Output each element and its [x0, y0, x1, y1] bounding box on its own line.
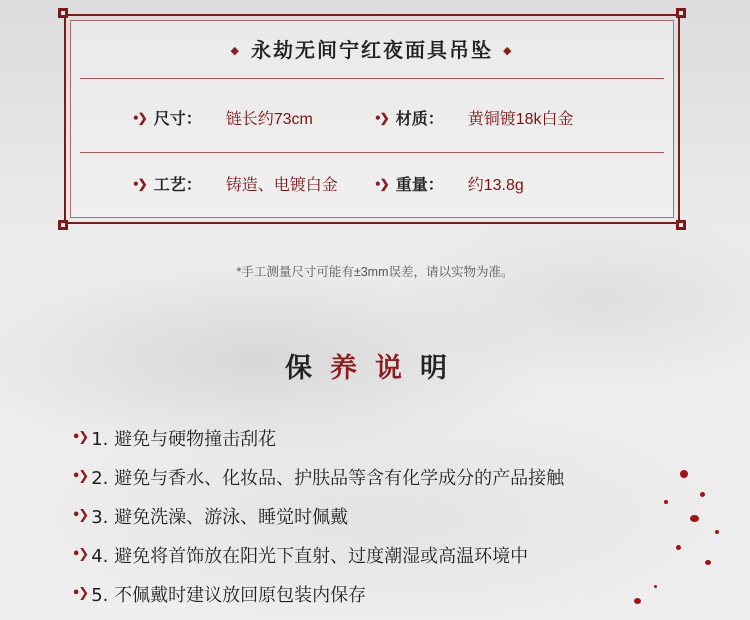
spec-value: 链长约73cm [225, 111, 313, 128]
list-item [72, 418, 564, 457]
divider [80, 78, 664, 79]
arrow-bullet-icon: •❯ [72, 586, 88, 601]
care-title-char: 养 [330, 353, 375, 384]
list-item [72, 496, 564, 535]
product-title [56, 34, 688, 63]
product-title-text: 永劫无间宁红夜面具吊坠 [251, 38, 493, 62]
spec-label: 重量： [395, 175, 444, 194]
care-item-text: 2. 避免与香水、化妆品、护肤品等含有化学成分的产品接触 [91, 467, 565, 489]
care-section-title [0, 346, 750, 385]
arrow-bullet-icon: •❯ [72, 547, 88, 562]
diamond-icon: ◆ [230, 44, 241, 57]
divider [80, 152, 664, 153]
specs-card [56, 8, 688, 230]
corner-ornament-icon [58, 8, 68, 18]
spec-craft [132, 172, 338, 195]
care-item-text: 4. 避免将首饰放在阳光下直射、过度潮湿或高温环境中 [91, 545, 529, 567]
spec-label: 工艺： [153, 175, 202, 194]
corner-ornament-icon [58, 220, 68, 230]
corner-ornament-icon [676, 220, 686, 230]
care-item-text: 3. 避免洗澡、游泳、睡觉时佩戴 [91, 506, 349, 528]
care-list [72, 418, 564, 613]
arrow-bullet-icon: •❯ [72, 430, 88, 445]
spec-value: 黄铜镀18k白金 [467, 111, 574, 128]
spec-value: 铸造、电镀白金 [225, 177, 338, 194]
care-title-char: 说 [375, 353, 420, 384]
measurement-note: *手工测量尺寸可能有±3mm误差，请以实物为准。 [236, 265, 514, 279]
corner-ornament-icon [676, 8, 686, 18]
arrow-bullet-icon: •❯ [374, 110, 388, 125]
care-title-char: 明 [420, 353, 465, 384]
spec-value: 约13.8g [467, 177, 524, 194]
arrow-bullet-icon: •❯ [374, 176, 388, 191]
arrow-bullet-icon: •❯ [72, 508, 88, 523]
list-item [72, 457, 564, 496]
care-item-text: 5. 不佩戴时建议放回原包装内保存 [91, 584, 367, 606]
care-title-char: 保 [285, 353, 330, 384]
spec-label: 材质： [395, 109, 444, 128]
care-item-text: 1. 避免与硬物撞击刮花 [91, 428, 277, 450]
spec-size [132, 106, 313, 129]
arrow-bullet-icon: •❯ [72, 469, 88, 484]
spec-material [374, 106, 574, 129]
list-item [72, 535, 564, 574]
diamond-icon: ◆ [503, 44, 514, 57]
arrow-bullet-icon: •❯ [132, 110, 146, 125]
arrow-bullet-icon: •❯ [132, 176, 146, 191]
spec-weight [374, 172, 524, 195]
list-item [72, 574, 564, 613]
spec-label: 尺寸： [153, 109, 202, 128]
